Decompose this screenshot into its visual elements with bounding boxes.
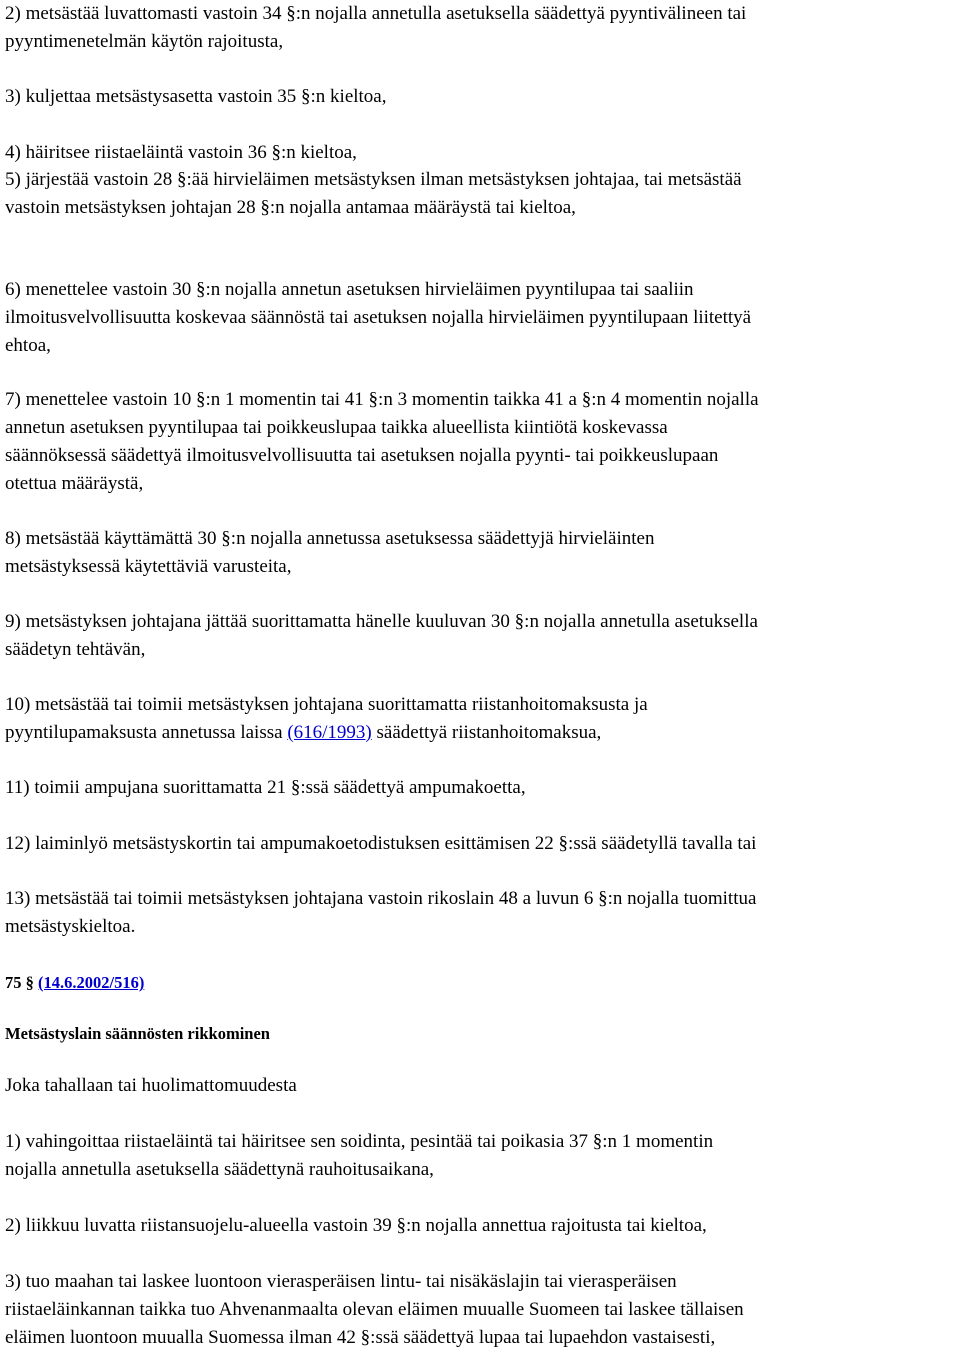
item-5-line-1: 5) järjestää vastoin 28 §:ää hirvieläimen metsästyksen ilman metsästyksen johtajaa, tai metsästää [5,169,742,190]
section-item-1 [5,1128,713,1184]
item-12 [5,830,756,858]
item-9-line-1: 9) metsästyksen johtajana jättää suorittamatta hänelle kuuluvan 30 §:n nojalla annetulla asetuksella [5,611,758,632]
item-4-line-1: 4) häiritsee riistaeläintä vastoin 36 §:n kieltoa, [5,142,357,163]
section-item-3-line-1: 3) tuo maahan tai laskee luontoon vierasperäisen lintu- tai nisäkäslajin tai vierasperäisen [5,1271,677,1292]
item-10-text-before: pyyntilupamaksusta annetussa laissa [5,722,288,743]
amendment-link[interactable]: (14.6.2002/516) [38,973,145,992]
section-item-3-line-3: eläimen luontoon muualla Suomessa ilman 42 §:ssä säädettyä lupaa tai lupaehdon vastaisesti, [5,1327,716,1348]
section-intro [5,1072,297,1100]
item-3 [5,83,387,111]
section-item-1-line-2: nojalla annetulla asetuksella säädettynä rauhoitusaikana, [5,1159,434,1180]
item-2 [5,0,746,56]
item-10-text-after: säädettyä riistanhoitomaksua, [371,722,602,743]
item-13-line-2: metsästyskieltoa. [5,916,136,937]
item-5 [5,166,742,222]
item-5-line-2: vastoin metsästyksen johtajan 28 §:n nojalla antamaa määräystä tai kieltoa, [5,197,576,218]
item-13 [5,885,756,941]
item-11 [5,774,526,802]
section-item-2-line-1: 2) liikkuu luvatta riistansuojelu-alueella vastoin 39 §:n nojalla annettua rajoitusta tai kieltoa, [5,1215,707,1236]
section-item-2 [5,1212,707,1240]
item-6 [5,276,751,360]
item-11-line-1: 11) toimii ampujana suorittamatta 21 §:ssä säädettyä ampumakoetta, [5,777,526,798]
item-3-line-1: 3) kuljettaa metsästysasetta vastoin 35 §:n kieltoa, [5,86,387,107]
section-heading [5,1022,270,1046]
item-7-line-2: annetun asetuksen pyyntilupaa tai poikkeuslupaa taikka alueellista kiintiötä koskevassa [5,417,668,438]
section-heading-text: Metsästyslain säännösten rikkominen [5,1024,270,1043]
section-item-3 [5,1268,744,1352]
item-10 [5,691,648,747]
item-10-line-1: 10) metsästää tai toimii metsästyksen johtajana suorittamatta riistanhoitomaksusta ja [5,694,648,715]
item-8-line-2: metsästyksessä käytettäviä varusteita, [5,556,292,577]
item-6-line-2: ilmoitusvelvollisuutta koskevaa säännöstä tai asetuksen nojalla hirvieläimen pyyntilupaan liitettyä [5,307,752,328]
item-8-line-1: 8) metsästää käyttämättä 30 §:n nojalla annetussa asetuksessa säädettyjä hirvieläinten [5,528,655,549]
section-intro-text: Joka tahallaan tai huolimattomuudesta [5,1075,297,1096]
section-number-label: 75 § [5,973,34,992]
item-7-line-4: otettua määräystä, [5,473,144,494]
item-2-line-2: pyyntimenetelmän käytön rajoitusta, [5,31,284,52]
item-7 [5,386,759,498]
item-9 [5,608,758,664]
item-6-line-1: 6) menettelee vastoin 30 §:n nojalla annetun asetuksen hirvieläimen pyyntilupaa tai saaliin [5,279,694,300]
section-number [5,971,144,995]
item-2-line-1: 2) metsästää luvattomasti vastoin 34 §:n nojalla annetulla asetuksella säädettyä pyyntivälineen tai [5,3,747,24]
section-item-1-line-1: 1) vahingoittaa riistaeläintä tai häiritsee sen soidinta, pesintää tai poikasia 37 §:n 1 momentin [5,1131,714,1152]
item-7-line-3: säännöksessä säädettyä ilmoitusvelvollisuutta tai asetuksen nojalla pyynti- tai poikkeuslupaan [5,445,719,466]
item-13-line-1: 13) metsästää tai toimii metsästyksen johtajana vastoin rikoslain 48 a luvun 6 §:n nojalla tuomittua [5,888,757,909]
item-7-line-1: 7) menettelee vastoin 10 §:n 1 momentin tai 41 §:n 3 momentin taikka 41 a §:n 4 momentin nojalla [5,389,759,410]
section-item-3-line-2: riistaeläinkannan taikka tuo Ahvenanmaalta olevan eläimen muualle Suomeen tai laskee tällaisen [5,1299,744,1320]
item-6-line-3: ehtoa, [5,335,51,356]
item-4 [5,139,357,167]
item-10-line-2 [5,719,648,747]
item-9-line-2: säädetyn tehtävän, [5,639,146,660]
law-reference-link[interactable]: (616/1993) [287,722,372,743]
item-12-line-1: 12) laiminlyö metsästyskortin tai ampumakoetodistuksen esittämisen 22 §:ssä säädetyllä tavalla tai [5,833,757,854]
item-8 [5,525,654,581]
